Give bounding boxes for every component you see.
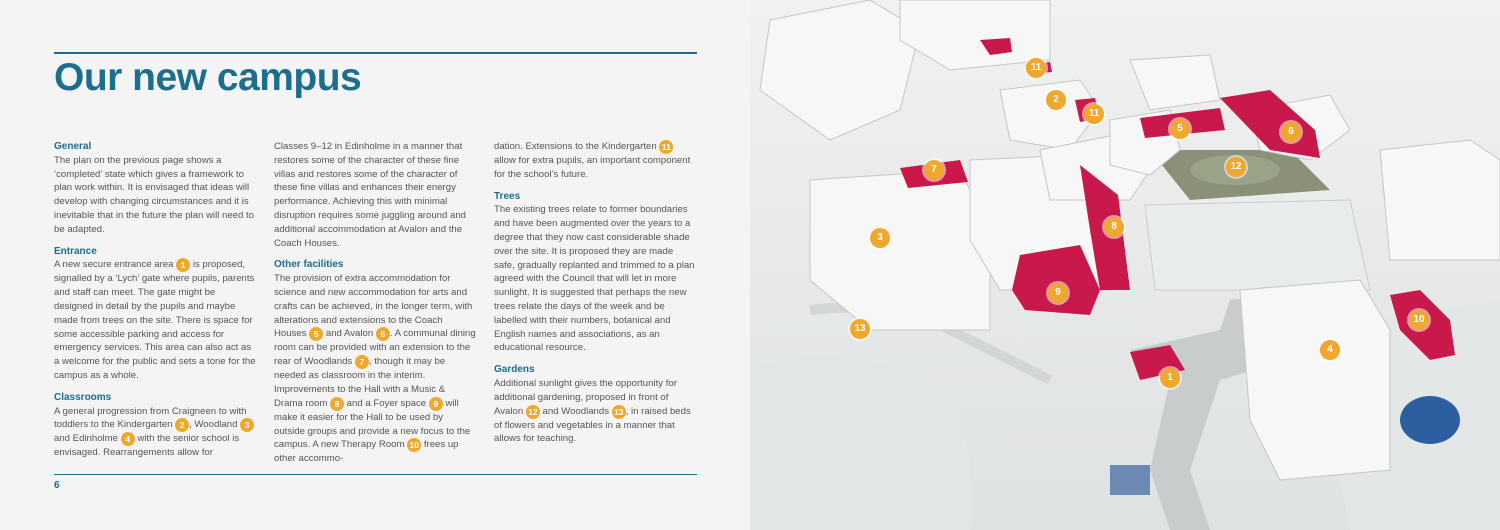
marker-badge: 6 bbox=[376, 327, 390, 341]
map-marker-6: 6 bbox=[1281, 122, 1301, 142]
marker-badge: 2 bbox=[175, 418, 189, 432]
column-1 bbox=[54, 140, 256, 464]
marker-badge: 4 bbox=[121, 432, 135, 446]
map-marker-10: 10 bbox=[1409, 310, 1429, 330]
column-2 bbox=[274, 140, 476, 470]
trees-text: The existing trees relate to former boundaries and have been augmented over the years to a degree that they now cast considerable shade over the site. It is proposed they are made safe, gradually replanted and trimmed to a plan agreed with the Council that will let in more sunlight. It is suggested that perhaps the new trees relate the days of the week and be labelled with their numbers, botanical and English names and associations, as an educational resource. bbox=[494, 204, 695, 354]
map-marker-11: 11 bbox=[1084, 104, 1104, 124]
heading-other-facilities: Other facilities bbox=[274, 259, 344, 271]
page-title: Our new campus bbox=[54, 56, 362, 99]
classrooms-text: A general progression from Craigneen to with toddlers to the Kindergarten 2 , Woodland 3 and Edinholme 4 with the senior school is envisaged. Rearrangements allow for bbox=[54, 405, 256, 461]
map-marker-12: 12 bbox=[1226, 157, 1246, 177]
map-marker-11: 11 bbox=[1026, 58, 1046, 78]
page-number: 6 bbox=[54, 480, 60, 491]
classrooms-text-cont: Classes 9–12 in Edinholme in a manner that restores some of the character of these fine villas and restores some of the character of these fine villas and enhances their energy performance. Achieving this with minimal disruption requires some juggling around and additional accommodation at Avalon and the Coach Houses. bbox=[274, 141, 466, 249]
map-marker-8: 8 bbox=[1104, 217, 1124, 237]
sports-court bbox=[1145, 200, 1370, 290]
map-marker-1: 1 bbox=[1160, 368, 1180, 388]
marker-badge: 11 bbox=[659, 140, 673, 154]
map-marker-7: 7 bbox=[924, 160, 944, 180]
marker-badge: 9 bbox=[429, 397, 443, 411]
other-facilities-text-cont: dation. Extensions to the Kindergarten 11 allow for extra pupils, an important component for the school’s future. bbox=[494, 141, 691, 180]
marker-badge: 12 bbox=[526, 405, 540, 419]
entrance-text: A new secure entrance area 1 is proposed, signalled by a ‘Lych’ gate where pupils, parents and staff can meet. The gate might be designed in detail by the pupils and maybe made from trees on the site. There is space for some accessible parking and access for emergency services. This area can also act as a welcome for the public and sets a tone for the campus as a whole. bbox=[54, 259, 256, 381]
heading-entrance: Entrance bbox=[54, 245, 97, 257]
marker-badge: 1 bbox=[176, 258, 190, 272]
top-rule bbox=[54, 52, 697, 54]
pond bbox=[1400, 396, 1460, 444]
map-marker-9: 9 bbox=[1048, 283, 1068, 303]
heading-general: General bbox=[54, 141, 92, 152]
marker-badge: 13 bbox=[612, 405, 626, 419]
heading-classrooms: Classrooms bbox=[54, 391, 112, 403]
marker-badge: 5 bbox=[309, 327, 323, 341]
other-facilities-text: The provision of extra accommodation for science and new accommodation for arts and crafts can be achieved, in the longer term, with alterations and extensions to the Coach Houses 5 and Avalon 6 . A communal dining room can be provided with an extension to the rear of Woodlands 7 , though it may be needed as classroom in the interim. Improvements to the Hall with a Music & Drama room 8 and a Foyer space 9 will make it easier for the Hall to be used by outside groups and provide a new focus to the campus. A new Therapy Room 10 frees up other accommo- bbox=[274, 273, 476, 465]
marker-badge: 10 bbox=[407, 438, 421, 452]
map-marker-4: 4 bbox=[1320, 340, 1340, 360]
campus-illustration bbox=[750, 0, 1500, 530]
gardens-text: Additional sunlight gives the opportunity for additional gardening, proposed in front of Avalon 12 and Woodlands 13 , in raised beds of flowers and vegetables in a manner that allows for teaching. bbox=[494, 377, 691, 445]
marker-badge: 8 bbox=[330, 397, 344, 411]
map-marker-5: 5 bbox=[1170, 119, 1190, 139]
bottom-rule bbox=[54, 474, 697, 475]
campus-3d-render bbox=[750, 0, 1500, 530]
general-text: The plan on the previous page shows a ‘completed’ state which gives a framework to plan work within. It is envisaged that ideas will develop with changing circumstances and it is inevitable that in the future the plan will need to be adapted. bbox=[54, 154, 255, 235]
heading-trees: Trees bbox=[494, 190, 521, 202]
heading-gardens: Gardens bbox=[494, 364, 535, 376]
map-marker-2: 2 bbox=[1046, 90, 1066, 110]
map-marker-3: 3 bbox=[870, 228, 890, 248]
marker-badge: 3 bbox=[240, 418, 254, 432]
column-3 bbox=[494, 140, 696, 450]
map-marker-13: 13 bbox=[850, 319, 870, 339]
marker-badge: 7 bbox=[355, 355, 369, 369]
shed bbox=[1110, 465, 1150, 495]
